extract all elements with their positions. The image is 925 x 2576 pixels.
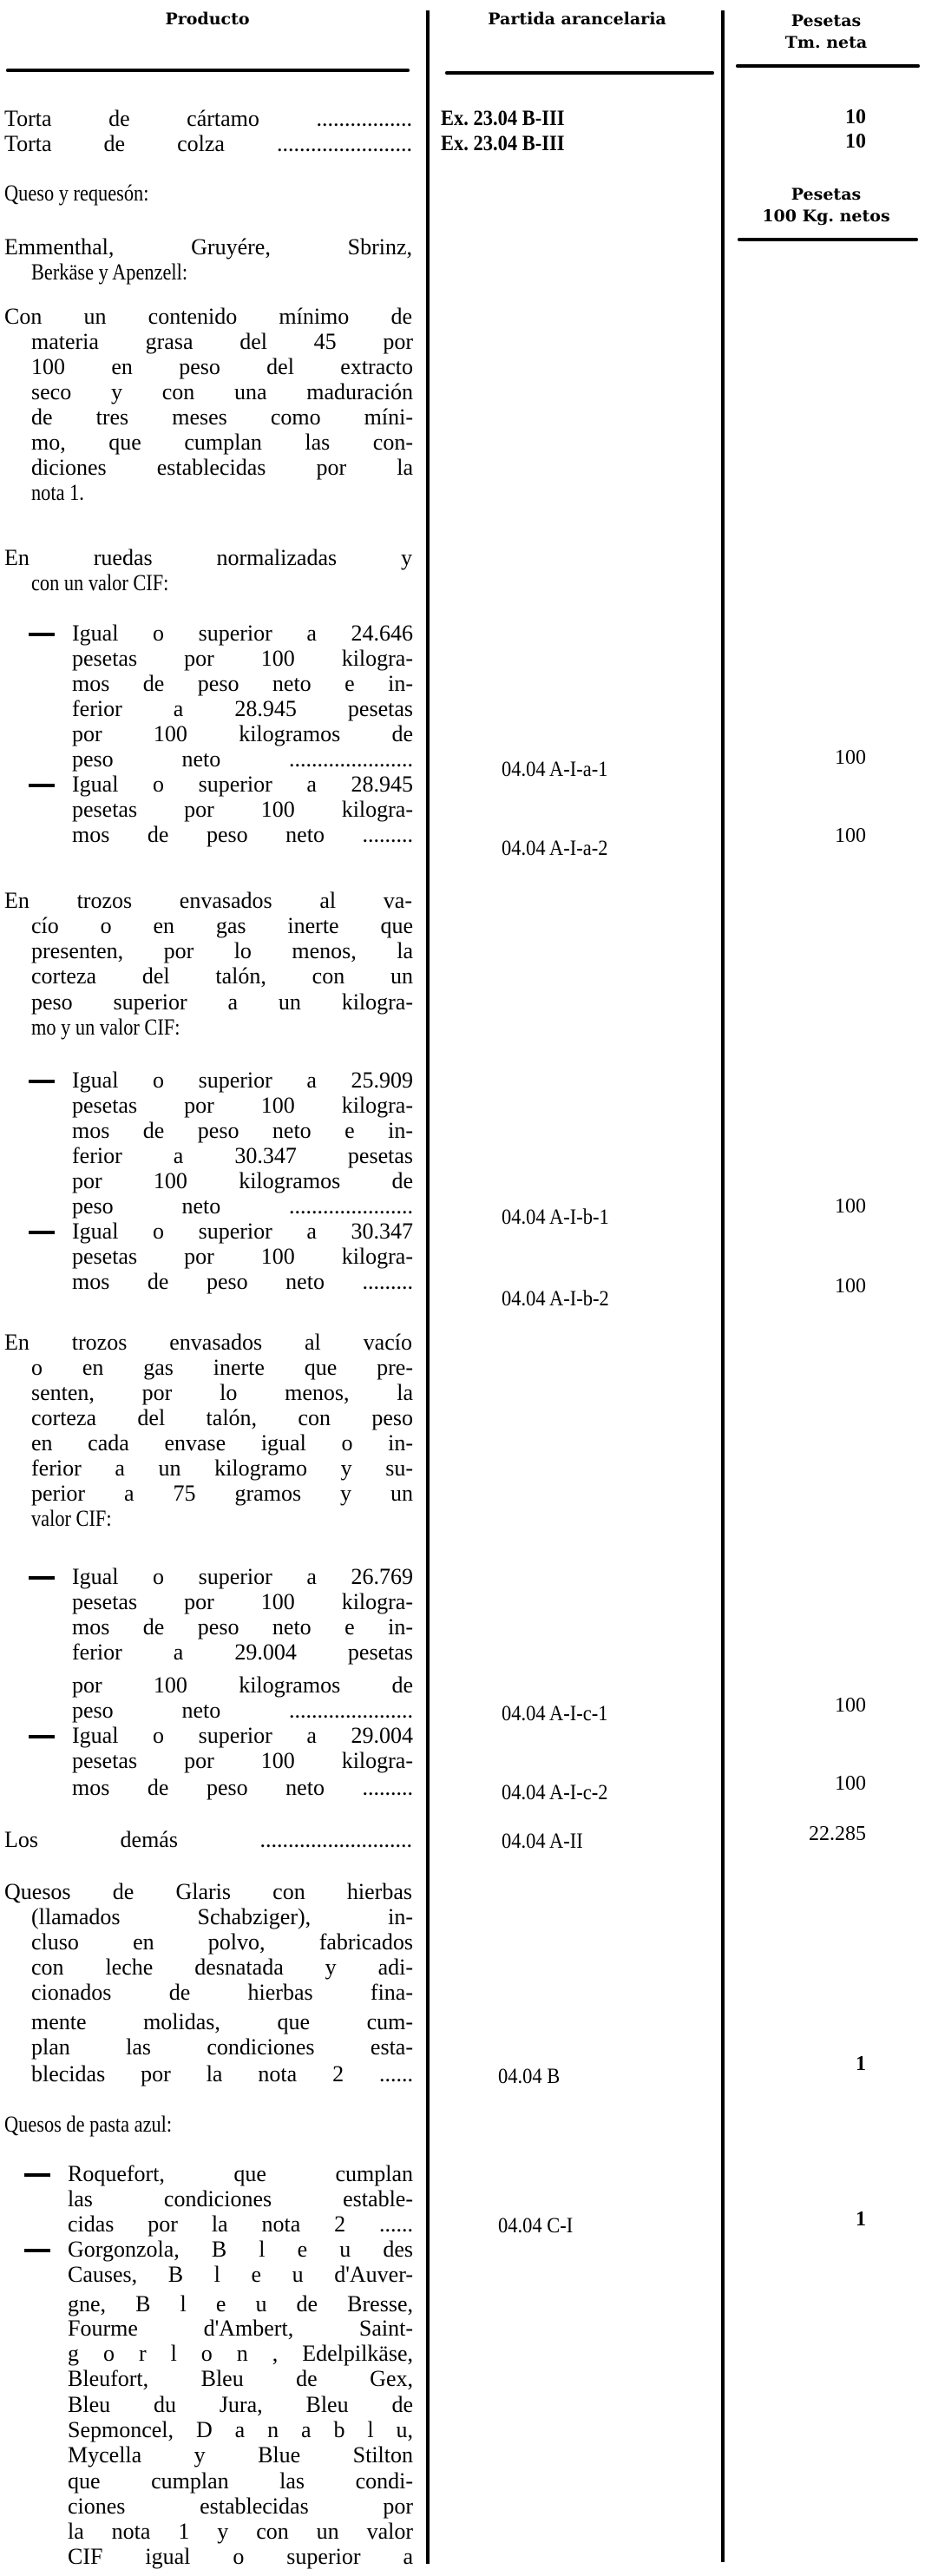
product-text-line: ferior a un kilogramo y su-	[31, 1456, 413, 1481]
product-text-line: la nota 1 y con un valor	[68, 2520, 413, 2544]
product-text-line: valor CIF:	[31, 1506, 112, 1531]
product-text-line: Igual o superior a 29.004	[72, 1724, 413, 1748]
product-text-line: Igual o superior a 30.347	[72, 1219, 413, 1244]
header-rule-producto	[6, 69, 410, 72]
product-text-line: peso superior a un kilogra-	[31, 990, 413, 1015]
tariff-code: Ex. 23.04 B-III	[441, 107, 565, 130]
unit-subheader-pesetas: Pesetas	[791, 185, 862, 204]
product-text-line: Bleu du Jura, Bleu de	[68, 2393, 413, 2417]
product-text-line: mos de peso neto e in-	[72, 1615, 413, 1640]
product-text-line: g o r l o n , Edelpilkäse,	[68, 2342, 413, 2366]
tariff-code: 04.04 A-II	[502, 1830, 583, 1853]
column-header-pesetas: Pesetas	[791, 11, 862, 30]
product-text-line: mos de peso neto e in-	[72, 1119, 413, 1143]
bullet-dash	[29, 633, 55, 636]
product-text-line: las condiciones estable-	[68, 2187, 413, 2211]
product-text-line: de tres meses como míni-	[31, 405, 413, 430]
product-text-line: que cumplan las condi-	[68, 2469, 413, 2494]
product-text-line: cío o en gas inerte que	[31, 914, 413, 938]
duty-value: 10	[845, 106, 866, 128]
duty-value: 100	[835, 1195, 866, 1218]
column-header-producto: Producto	[165, 10, 250, 29]
product-text-line: nota 1.	[31, 480, 84, 505]
product-text-line: perior a 75 gramos y un	[31, 1482, 413, 1506]
product-text-line: con leche desnatada y adi-	[31, 1955, 413, 1980]
product-text-line: cidas por la nota 2 ......	[68, 2212, 413, 2237]
product-text-line: En trozos envasados al va-	[4, 889, 412, 913]
product-text-line: diciones establecidas por la	[31, 456, 413, 480]
product-text-line: por 100 kilogramos de	[72, 1673, 413, 1698]
duty-value: 100	[835, 746, 866, 769]
product-text-line: CIF igual o superior a	[68, 2545, 413, 2569]
product-text-line: Igual o superior a 25.909	[72, 1068, 413, 1093]
duty-value: 10	[845, 130, 866, 153]
product-text-line: ciones establecidas por	[68, 2494, 413, 2519]
duty-value: 100	[835, 1275, 866, 1298]
product-text-line: peso neto ......................	[72, 747, 413, 772]
product-text-line: seco y con una maduración	[31, 380, 413, 404]
product-text-line: por 100 kilogramos de	[72, 722, 413, 746]
product-text-line: Quesos de Glaris con hierbas	[4, 1880, 412, 1904]
product-text-line: Emmenthal, Gruyére, Sbrinz,	[4, 235, 412, 260]
product-text-line: mos de peso neto e in-	[72, 672, 413, 696]
product-text-line: peso neto ......................	[72, 1194, 413, 1219]
unit-subheader-rule	[738, 238, 918, 241]
header-rule-pesetas	[736, 64, 920, 68]
product-text-line: o en gas inerte que pre-	[31, 1356, 413, 1380]
product-text-line: Queso y requesón:	[4, 181, 149, 206]
product-text-line: En ruedas normalizadas y	[4, 546, 412, 570]
product-text-line: mo y un valor CIF:	[31, 1015, 180, 1040]
bullet-dash	[29, 1231, 55, 1234]
product-text-line: pesetas por 100 kilogra-	[72, 1245, 413, 1269]
product-text-line: materia grasa del 45 por	[31, 330, 413, 354]
duty-value: 100	[835, 1772, 866, 1795]
product-text-line: Causes, B l e u d'Auver-	[68, 2263, 413, 2287]
tariff-code: 04.04 A-I-c-1	[502, 1702, 608, 1725]
product-text-line: Fourme d'Ambert, Saint-	[68, 2316, 413, 2341]
product-text-line: gne, B l e u de Bresse,	[68, 2292, 413, 2316]
product-text-line: presenten, por lo menos, la	[31, 939, 413, 963]
tariff-code: 04.04 A-I-b-2	[502, 1287, 609, 1311]
column-divider-1	[426, 10, 430, 2564]
product-text-line: Gorgonzola, B l e u des	[68, 2238, 413, 2262]
product-text-line: pesetas por 100 kilogra-	[72, 1590, 413, 1614]
product-text-line: Bleufort, Bleu de Gex,	[68, 2367, 413, 2391]
product-text-line: Roquefort, que cumplan	[68, 2162, 413, 2186]
product-text-line: Los demás ...........................	[4, 1828, 412, 1852]
product-text-line: por 100 kilogramos de	[72, 1169, 413, 1193]
tariff-code: Ex. 23.04 B-III	[441, 132, 565, 155]
bullet-dash	[24, 2173, 50, 2177]
product-text-line: pesetas por 100 kilogra-	[72, 798, 413, 822]
tariff-code: 04.04 C-I	[498, 2214, 574, 2238]
product-text-line: Torta de colza ........................	[4, 132, 412, 156]
tariff-code: 04.04 A-I-a-1	[502, 758, 608, 781]
duty-value: 1	[856, 2053, 866, 2075]
product-text-line: ferior a 29.004 pesetas	[72, 1640, 413, 1665]
bullet-dash	[29, 1735, 55, 1738]
product-text-line: mos de peso neto .........	[72, 823, 413, 847]
product-text-line: cionados de hierbas fina-	[31, 1981, 413, 2005]
product-text-line: en cada envase igual o in-	[31, 1431, 413, 1456]
duty-value: 1	[856, 2208, 866, 2231]
product-text-line: Igual o superior a 24.646	[72, 621, 413, 646]
tariff-code: 04.04 A-I-c-2	[502, 1781, 608, 1804]
product-text-line: corteza del talón, con peso	[31, 1406, 413, 1430]
product-text-line: mos de peso neto .........	[72, 1776, 413, 1800]
product-text-line: Sepmoncel, D a n a b l u,	[68, 2418, 413, 2442]
bullet-dash	[29, 1080, 55, 1083]
product-text-line: Berkäse y Apenzell:	[31, 260, 188, 285]
product-text-line: corteza del talón, con un	[31, 964, 413, 989]
product-text-line: peso neto ......................	[72, 1699, 413, 1723]
duty-value: 100	[835, 825, 866, 847]
product-text-line: 100 en peso del extracto	[31, 355, 413, 379]
product-text-line: pesetas por 100 kilogra-	[72, 1094, 413, 1118]
tariff-code: 04.04 A-I-a-2	[502, 837, 608, 860]
product-text-line: Quesos de pasta azul:	[4, 2112, 173, 2137]
product-text-line: Con un contenido mínimo de	[4, 305, 412, 329]
column-header-partida-arancelaria: Partida arancelaria	[488, 10, 666, 29]
product-text-line: Igual o superior a 26.769	[72, 1565, 413, 1589]
product-text-line: Igual o superior a 28.945	[72, 772, 413, 797]
product-text-line: ferior a 30.347 pesetas	[72, 1144, 413, 1168]
column-divider-2	[721, 10, 725, 2562]
product-text-line: pesetas por 100 kilogra-	[72, 647, 413, 671]
bullet-dash	[29, 784, 55, 787]
bullet-dash	[29, 1576, 55, 1580]
product-text-line: mo, que cumplan las con-	[31, 430, 413, 455]
product-text-line: Torta de cártamo .................	[4, 107, 412, 131]
product-text-line: mente molidas, que cum-	[31, 2010, 413, 2034]
bullet-dash	[24, 2249, 50, 2252]
product-text-line: Mycella y Blue Stilton	[68, 2443, 413, 2468]
column-header-tm-neta: Tm. neta	[784, 33, 868, 52]
product-text-line: pesetas por 100 kilogra-	[72, 1749, 413, 1773]
tariff-code: 04.04 A-I-b-1	[502, 1206, 609, 1229]
duty-value: 100	[835, 1694, 866, 1717]
product-text-line: En trozos envasados al vacío	[4, 1331, 412, 1355]
product-text-line: cluso en polvo, fabricados	[31, 1930, 413, 1955]
product-text-line: ferior a 28.945 pesetas	[72, 697, 413, 721]
unit-subheader-100kg: 100 Kg. netos	[762, 207, 890, 226]
product-text-line: mos de peso neto .........	[72, 1270, 413, 1294]
product-text-line: (llamados Schabziger), in-	[31, 1905, 413, 1929]
product-text-line: senten, por lo menos, la	[31, 1381, 413, 1405]
product-text-line: con un valor CIF:	[31, 570, 169, 595]
product-text-line: plan las condiciones esta-	[31, 2035, 413, 2060]
header-rule-partida	[445, 71, 714, 75]
duty-value: 22.285	[809, 1823, 866, 1845]
tariff-code: 04.04 B	[498, 2065, 561, 2088]
product-text-line: blecidas por la nota 2 ......	[31, 2062, 413, 2086]
